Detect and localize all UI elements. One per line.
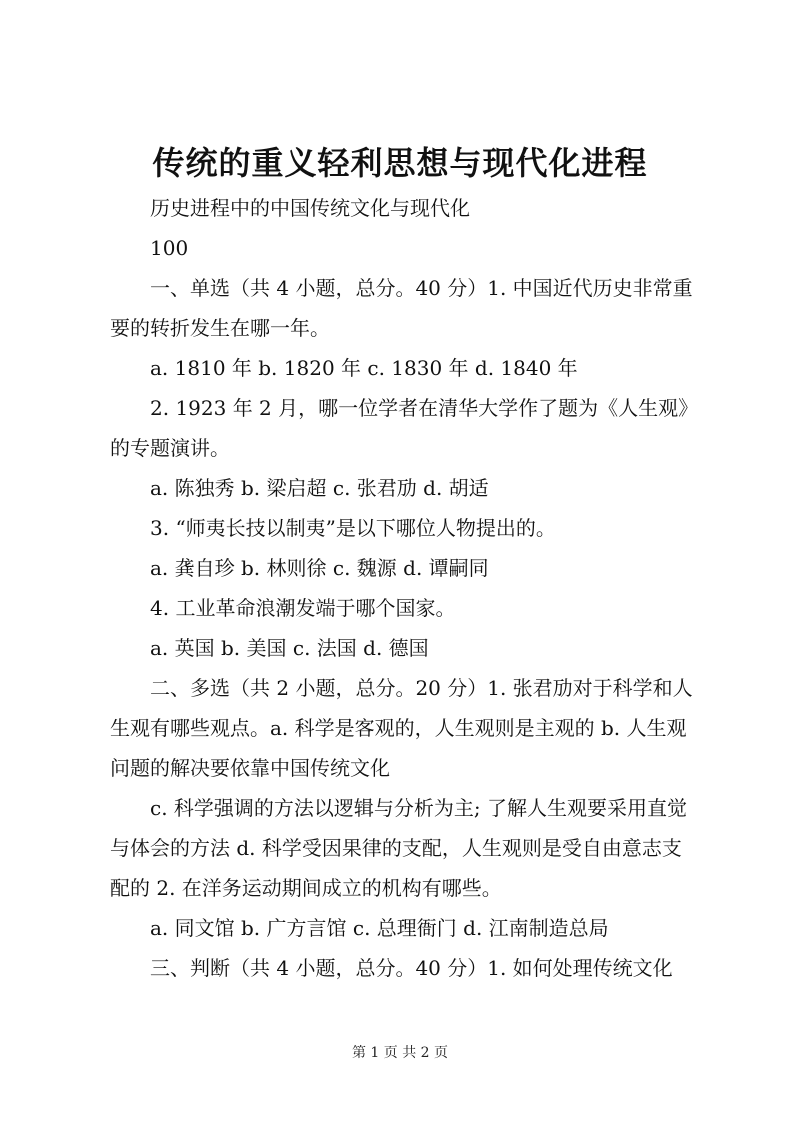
page-footer: 第 1 页 共 2 页 <box>351 1045 449 1061</box>
question-2: 2. 1923 年 2 月，哪一位学者在清华大学作了题为《人生观》的专题演讲。 <box>110 396 699 460</box>
subtitle-paragraph: 历史进程中的中国传统文化与现代化 <box>150 196 470 220</box>
document-body <box>110 188 700 988</box>
question-2-options: a. 陈独秀 b. 梁启超 c. 张君劢 d. 胡适 <box>150 476 489 500</box>
question-1-options: a. 1810 年 b. 1820 年 c. 1830 年 d. 1840 年 <box>150 356 578 380</box>
score-paragraph: 100 <box>150 236 189 260</box>
section-true-false-question-1: 三、判断（共 4 小题，总分。40 分）1. 如何处理传统文化 <box>150 956 673 980</box>
section-single-choice-question-1: 一、单选（共 4 小题，总分。40 分）1. 中国近代历史非常重要的转折发生在哪一年。 <box>110 276 693 340</box>
document-title: 传统的重义轻利思想与现代化进程 <box>152 144 648 182</box>
question-4: 4. 工业革命浪潮发端于哪个国家。 <box>150 596 456 620</box>
question-3: 3. “师夷长技以制夷”是以下哪位人物提出的。 <box>150 516 556 540</box>
question-3-options: a. 龚自珍 b. 林则徐 c. 魏源 d. 谭嗣同 <box>150 556 489 580</box>
section-multiple-choice-question-1: 二、多选（共 2 小题，总分。20 分）1. 张君劢对于科学和人生观有哪些观点。a. 科学是客观的，人生观则是主观的 b. 人生观问题的解决要依靠中国传统文化 <box>110 676 693 780</box>
multiple-choice-options-and-question-2: c. 科学强调的方法以逻辑与分析为主; 了解人生观要采用直觉与体会的方法 d. 科学受因果律的支配，人生观则是受自由意志支配的 2. 在洋务运动期间成立的机构有哪些。 <box>110 796 688 900</box>
question-4-options: a. 英国 b. 美国 c. 法国 d. 德国 <box>150 636 429 660</box>
multiple-choice-question-2-options: a. 同文馆 b. 广方言馆 c. 总理衙门 d. 江南制造总局 <box>150 916 609 940</box>
